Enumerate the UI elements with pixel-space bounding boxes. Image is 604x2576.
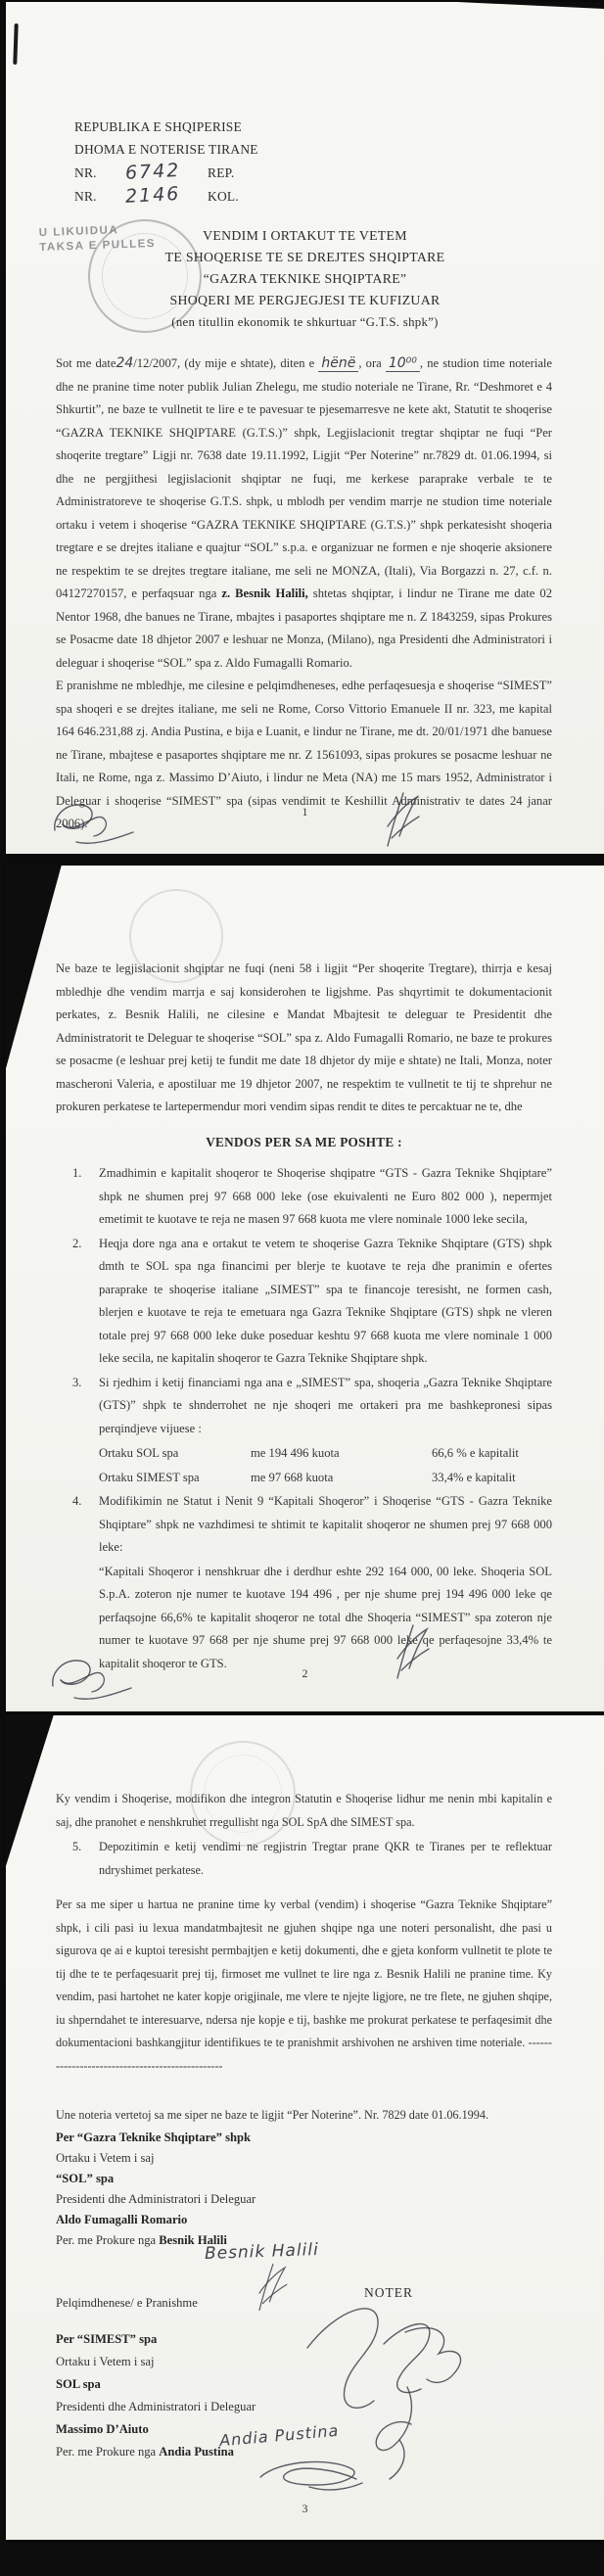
table-row: Ortaku SOL spa me 194 496 kuota 66,6 % e kapitalit bbox=[99, 1446, 519, 1460]
decision-item-1: 1. Zmadhimin e kapitalit shoqeror te Shoqerise shqipatre “GTS - Gazra Teknike Shqiptare” shpk ne shumen prej 97 668 000 leke (ose ekuivalenti ne Euro 802 000 ), nepermjet emetimit te kuotave te reja ne masen 97 668 kuota me vlere nominale 1000 leke secila, bbox=[72, 1166, 552, 1226]
decision-item-4: 4. Modifikimin ne Statut i Nenit 9 “Kapitali Shoqeror” i Shoqerise “GTS - Gazra Teknike Shqiptare” shpk ne vazhdimesi te shtimit te kapitalit shoqeror ne shumen prej 97 668 000 leke: bbox=[72, 1494, 552, 1554]
consenting-present-label: Pelqimdhenese/ e Pranishme bbox=[56, 2296, 198, 2310]
title-line: SHOQERI ME PERGJEGJESI TE KUFIZUAR bbox=[169, 293, 441, 307]
representative-name: z. Besnik Halili, bbox=[221, 586, 308, 600]
handwritten-weekday: hënë bbox=[318, 355, 358, 372]
title-line: “GAZRA TEKNIKE SHQIPTARE” bbox=[203, 271, 407, 286]
kol-number-row bbox=[74, 184, 258, 208]
kol-number-handwritten: 2146 bbox=[124, 182, 181, 208]
header-chamber: DHOMA E NOTERISE TIRANE bbox=[74, 142, 258, 157]
sig-name-andia: Andia Pustina bbox=[159, 2445, 234, 2459]
notary-certification-line: Une noteria vertetoj sa me siper ne baze te ligjit “Per Noterine”. Nr. 7829 date 01.06.1994. bbox=[56, 2108, 488, 2122]
handwritten-date-day: 24 bbox=[116, 355, 134, 371]
scan-gap-wedge bbox=[5, 865, 62, 1072]
sig-name-fumagalli: Aldo Fumagalli Romario bbox=[56, 2213, 188, 2226]
page-2 bbox=[6, 866, 604, 1711]
signature-flourish-andia bbox=[251, 2456, 368, 2495]
signature-flourish-besnik-p3 bbox=[253, 2260, 292, 2315]
decision-item-2: 2. Heqja dore nga ana e ortakut te vetem te shoqerise Gazra Teknike Shqiptare (GTS) shpk dmth te SOL spa nga financimi per blerje te kuotave te reja dhe pranimin e ofertes paraprake te shoqerise italiane „SIMEST” spa te financoje teresisht, ne formen cash, blerjen e kuotave te reja te emetuara nga Gazra Teknike Shqiptare (GTS) shpk ne vleren totale prej 97 668 000 leke duke poseduar keshtu 97 668 kuota me vlere nominale 1 000 leke secila, ne kapitalin shoqeror te Gazra Teknike Shqiptare shpk. bbox=[72, 1236, 552, 1365]
opening-paragraph: Sot me date24/12/2007, (dy mije e shtate), diten e hënë , ora 10⁰⁰ , ne studion time noteriale dhe ne pranine time noter publik Julian Zhelegu, me studio noteriale ne Tirane, Rr. “Deshmoret e 4 Shkurtit”, ne baze te vullnetit te lire e te pavesuar te pjesemarresve ne kete akt, Statutit te shoqerise “GAZRA TEKNIKE SHQIPTARE (G.T.S.)” shpk, Legjislacionit tregtar shqiptar ne fuqi “Per shoqerite tregtare” Ligji nr. 7638 date 19.11.1992, Ligjit “Per Noterine” nr.7829 dt. 01.06.1994, si dhe ne pergjithesi legjislacionit shqiptar ne fuqi, me kerkese paraprake verbale te te Administratoreve te shoqerise G.T.S. shpk, u mblodh per vendim marrje ne studion time noteriale ortaku i vetem i shoqerise “GAZRA TEKNIKE SHQIPTARE (G.T.S.)” shpk perkatesisht shoqeria tregtare e se drejtes italiane e quajtur “SOL” s.p.a. e organizuar ne formen e nje shoqerie aksionere ne respektim te se drejtes tregtare italiane, me seli ne MONZA, (Itali), Via Borgazzi n. 27, c.f. n. 04127270157, e perfaqsuar nga z. Besnik Halili, shtetas shqiptar, i lindur ne Tirane me date 02 Nentor 1968, dhe banues ne Tirane, mbajtes i pasaportes shqiptare me n. Z 1843259, sipas Prokures se Posacme date 18 dhjetor 2007 e leshuar ne Monza, (Milano), nga Presidenti dhe Administratori i deleguar i shoqerise “SOL” spa z. Aldo Fumagalli Romario. bbox=[56, 355, 552, 670]
sig-name-besnik: Besnik Halili bbox=[159, 2233, 227, 2247]
handwritten-signature-besnik: Besnik Halili bbox=[204, 2239, 320, 2265]
sig-name-daiuto: Massimo D’Aiuto bbox=[56, 2422, 149, 2436]
header-republic: REPUBLIKA E SHQIPERISE bbox=[74, 119, 242, 134]
rep-number-handwritten: 6742 bbox=[124, 159, 181, 184]
rep-label: REP. bbox=[208, 165, 235, 180]
kol-label: KOL. bbox=[208, 189, 239, 204]
page2-body bbox=[56, 958, 552, 1675]
table-row: Ortaku SIMEST spa me 97 668 kuota 33,4% e kapitalit bbox=[99, 1470, 516, 1484]
title-line: VENDIM I ORTAKUT TE VETEM bbox=[203, 228, 407, 243]
title-line: TE SHOQERISE TE SE DREJTES SHQIPTARE bbox=[164, 250, 445, 264]
nr-label: NR. bbox=[74, 165, 97, 180]
sig-company-line: Per “SIMEST” spa bbox=[56, 2332, 158, 2346]
decision-item-3: 3. Si rjedhim i ketij financiami nga ana e „SIMEST” spa, shoqeria „Gazra Teknike Shqiptare (GTS)” shpk te shnderrohet ne nje shoqeri me ortakeri pra me bashkepronesi sipas perqindjeve vijuese : bbox=[72, 1375, 552, 1435]
document-title bbox=[6, 225, 604, 333]
rep-number-row bbox=[74, 161, 258, 184]
signature-flourish-halili-p2 bbox=[390, 1621, 435, 1682]
signature-block-simest: Per “SIMEST” spa Ortaku i Vetem i saj SOL spa Presidenti dhe Administratori i Deleguar Massimo D’Aiuto Per. me Prokure nga Andia Pustina bbox=[56, 2328, 256, 2463]
page-1 bbox=[6, 2, 604, 854]
ownership-table bbox=[99, 1441, 552, 1489]
closing-paragraph: Per sa me siper u hartua ne pranine time ky verbal (vendim) i shoqerise “Gazra Teknike Shqiptare” shpk, i cili pasi iu lexua mandatmbajtesit ne gjuhen shqipe nga une noteri personalisht, dhe pasi u sigurova qe ai e kuptoi teresisht permbajtjen e ketij dokumenti, dhe e gjeta konform vullnetit te plote te tij dhe te te perfaqesuarit prej tij, firmoset me vullnet te lire nga z. Besnik Halili ne pranine time. Ky vendim, pasi hartohet ne kater kopje origjinale, me vlere te njejte ligjore, ne tre flete, ne gjuhen shqipe, iu shperndahet te interesuarve, ndersa nje kopje e tij, bashke me prokurat perkatese te perfaqesimit dhe dokumentacioni bashkangjitur identifikues te te pranishmit arshivohen ne arshiven time noteriale. ------------------------------------------------ bbox=[56, 1897, 552, 2073]
capital-clause-quote: “Kapitali Shoqeror i nenshkruar dhe i derdhur eshte 292 164 000, 00 leke. Shoqeria SOL S.p.A. zoteron nje numer te kuotave 194 496 , per nje shume prej 194 496 000 leke qe perfaqsojne 66,6% te kapitalit shoqeror ne total dhe Shoqeria “SIMEST” spa zoteron nje numer te kuotave 97 668 per nje shume prej 97 668 000 leke qe perfaqesojne 33,4% te kapitalit shoqeror te GTS. bbox=[99, 1564, 552, 1670]
page-3 bbox=[6, 1715, 604, 2540]
scan-gap-wedge bbox=[5, 1714, 54, 1869]
legal-basis-paragraph: Ne baze te legjislacionit shqiptar ne fuqi (neni 58 i ligjit “Per shoqerite Tregtare), thirrja e kesaj mbledhje dhe vendim marrja e saj konsiderohen te ligjshme. Pas shqyrtimit te dokumentacionit perkates, z. Besnik Halili, ne cilesine e Mandat Mbajtesit te deleguar te Presidentit dhe Administratorit te Deleguar te shoqerise “SOL” spa z. Aldo Fumagalli Romario, ne baze te prokures se posacme (e leshuar prej ketij te fundit me date 18 dhjetor dy mije e shtate) ne Itali, Monza, noter mascheroni Valeria, e apostiluar me 19 dhjetor 2007, ne respektim te vullnetit te tij te shprehur ne prokuren perkatese te lartepermendur mori vendim sipas rendit te dites te percaktuar ne te, dhe bbox=[56, 961, 552, 1113]
decision-item-5: 5. Depozitimin e ketij vendimi ne regjistrin Tregtar prane QKR te Tiranes per te reflektuar ndryshimet perkatese. bbox=[72, 1840, 552, 1877]
page-number: 2 bbox=[302, 1666, 308, 1680]
scan-edge-artifact bbox=[457, 2, 604, 9]
pen-mark bbox=[13, 23, 18, 65]
handwritten-time: 10⁰⁰ bbox=[386, 355, 420, 372]
title-subtitle: (nen titullin ekonomik te shkurtuar “G.T.S. shpk”) bbox=[171, 315, 439, 329]
page1-body bbox=[56, 352, 552, 836]
noter-label: NOTER bbox=[364, 2285, 413, 2300]
page-number: 3 bbox=[302, 2502, 308, 2515]
page-number: 1 bbox=[302, 805, 308, 819]
sig-company-line: Per “Gazra Teknike Shqiptare” shpk bbox=[56, 2131, 251, 2144]
nr-label: NR. bbox=[74, 189, 97, 204]
handwritten-signature-andia: Andia Pustina bbox=[218, 2420, 340, 2451]
signature-flourish-halili-p1 bbox=[380, 789, 425, 850]
tax-paid-stamp: U LIKUIDUA TAKSA E PULLES bbox=[38, 224, 157, 255]
statute-integration-paragraph: Ky vendim i Shoqerise, modifikon dhe integron Statutin e Shoqerise lidhur me nenin mbi kapitalin e saj, dhe pranohet e nenshkruhet rregullisht nga SOL SpA dhe SIMEST spa. bbox=[56, 1792, 552, 1829]
signature-block-gts-sol: Per “Gazra Teknike Shqiptare” shpk Ortaku i Vetem i saj “SOL” spa Presidenti dhe Administratori i Deleguar Aldo Fumagalli Romario Per. me Prokure nga Besnik Halili bbox=[56, 2128, 256, 2251]
document-header bbox=[74, 116, 258, 208]
consenting-party-paragraph: E pranishme ne mbledhje, me cilesine e pelqimdheneses, edhe perfaqesuesja e shoqerise “SIMEST” spa shoqeri e se drejtes italiane, me seli ne Rome, Corso Vittorio Emanuele II nr. 323, me kapital 164 646.231,88 zj. Andia Pustina, e bija e Luanit, e lindur ne Tirane, me dt. 20/01/1971 dhe banuese ne Tirane, mbajtese e pasaportes shqiptare me nr. Z 1561093, sipas prokures se posacme leshuar ne Itali, ne Rome, nga z. Massimo D’Aiuto, i lindur ne Meta (NA) me 15 mars 1952, Administrator i Deleguar i shoqerise “SIMEST” spa (sipas vendimit te Keshillit Administrativ te dates 24 janar 2006). bbox=[56, 679, 552, 830]
decision-heading: VENDOS PER SA ME POSHTE : bbox=[206, 1134, 402, 1149]
